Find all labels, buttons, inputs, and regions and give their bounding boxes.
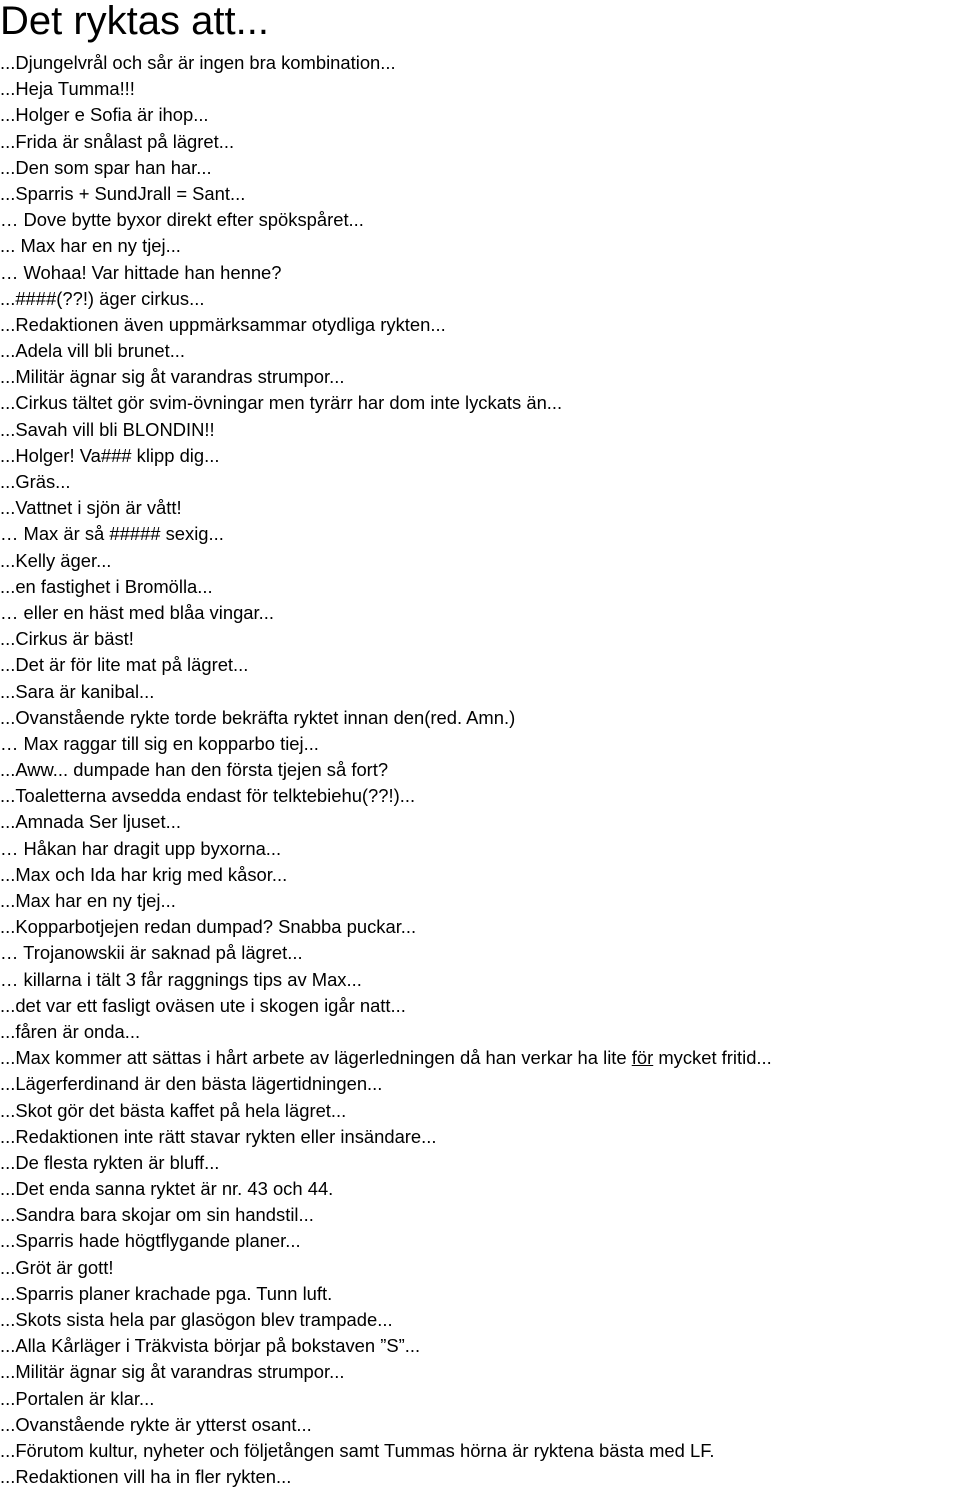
rumor-line: ...Det enda sanna ryktet är nr. 43 och 44. bbox=[0, 1178, 334, 1200]
rumor-line: ...Militär ägnar sig åt varandras strumpor... bbox=[0, 1361, 345, 1383]
rumor-line: ...Portalen är klar... bbox=[0, 1387, 155, 1409]
rumor-line: ...Gräs... bbox=[0, 471, 71, 492]
rumor-line: … Max raggar till sig en kopparbo tiej... bbox=[0, 732, 319, 754]
rumor-line: ...Cirkus är bäst! bbox=[0, 628, 134, 650]
rumor-line: ...Ovanstående rykte är ytterst osant... bbox=[0, 1413, 312, 1435]
rumor-line: ...en fastighet i Bromölla... bbox=[0, 575, 213, 597]
rumor-line: ...Sandra bara skojar om sin handstil... bbox=[0, 1204, 314, 1226]
rumor-line: ...Djungelvrål och sår är ingen bra kombination... bbox=[0, 52, 396, 73]
rumor-line: ...Sparris hade högtflygande planer... bbox=[0, 1230, 301, 1252]
rumor-line: ...Den som spar han har... bbox=[0, 156, 212, 178]
rumor-line: ...Sparris + SundJrall = Sant... bbox=[0, 182, 246, 204]
rumor-line: ...Redaktionen även uppmärksammar otydliga rykten... bbox=[0, 313, 446, 335]
rumor-line: ...Cirkus tältet gör svim-övningar men tyrärr har dom inte lyckats än... bbox=[0, 392, 563, 414]
rumor-line: ...Kelly äger... bbox=[0, 549, 112, 571]
rumor-line: … Trojanowskii är saknad på lägret... bbox=[0, 942, 303, 964]
rumor-line: ...De flesta rykten är bluff... bbox=[0, 1151, 220, 1173]
rumor-line: ...Lägerferdinand är den bästa lägertidningen... bbox=[0, 1073, 383, 1095]
rumor-line: ...Toaletterna avsedda endast för telktebiehu(??!)... bbox=[0, 785, 416, 807]
page-title: Det ryktas att... bbox=[0, 0, 269, 43]
rumor-line: ...Max har en ny tjej... bbox=[0, 890, 176, 911]
rumor-line: ...Gröt är gott! bbox=[0, 1256, 114, 1278]
rumor-line: ...Aww... dumpade han den första tjejen så fort? bbox=[0, 759, 389, 781]
rumor-line: ...Kopparbotjejen redan dumpad? Snabba puckar... bbox=[0, 916, 417, 938]
rumor-line: ...fåren är onda... bbox=[0, 1020, 141, 1042]
rumor-line: ...Adela vill bli brunet... bbox=[0, 340, 186, 362]
rumor-line: ...Ovanstående rykte torde bekräfta ryktet innan den(red. Amn.) bbox=[0, 706, 516, 728]
rumor-line bbox=[0, 1045, 960, 1071]
rumor-line: ...Det är för lite mat på lägret... bbox=[0, 654, 249, 676]
rumor-line: … eller en häst med blåa vingar... bbox=[0, 601, 274, 623]
rumor-line: ...Frida är snålast på lägret... bbox=[0, 130, 235, 152]
rumor-list bbox=[0, 50, 960, 1490]
rumor-line: ... Max har en ny tjej... bbox=[0, 235, 181, 257]
rumor-line: ...Sparris planer krachade pga. Tunn luft. bbox=[0, 1282, 333, 1304]
rumor-line: ...Holger! Va### klipp dig... bbox=[0, 444, 220, 466]
rumor-line: ...Holger e Sofia är ihop... bbox=[0, 104, 209, 126]
rumor-line: ...Skots sista hela par glasögon blev trampade... bbox=[0, 1309, 393, 1330]
rumor-line: ...Amnada Ser ljuset... bbox=[0, 811, 181, 833]
rumor-line: … Wohaa! Var hittade han henne? bbox=[0, 261, 282, 283]
rumor-line: ...Redaktionen inte rätt stavar rykten eller insändare... bbox=[0, 1125, 437, 1147]
rumor-line: ...det var ett fasligt oväsen ute i skogen igår natt... bbox=[0, 994, 406, 1016]
rumor-line: ...####(??!) äger cirkus... bbox=[0, 287, 205, 309]
rumor-text: mycket fritid... bbox=[653, 1047, 772, 1069]
rumor-line: … Håkan har dragit upp byxorna... bbox=[0, 837, 282, 859]
rumor-line: ...Skot gör det bästa kaffet på hela lägret... bbox=[0, 1099, 347, 1121]
rumor-line: … killarna i tält 3 får raggnings tips av Max... bbox=[0, 968, 362, 990]
rumor-line: ...Redaktionen vill ha in fler rykten... bbox=[0, 1466, 292, 1488]
rumor-line: ...Max och Ida har krig med kåsor... bbox=[0, 863, 288, 885]
rumor-line: … Dove bytte byxor direkt efter spökspåret... bbox=[0, 209, 364, 231]
rumor-line: ...Förutom kultur, nyheter och följetången samt Tummas hörna är ryktena bästa med LF. bbox=[0, 1439, 715, 1461]
rumor-line: … Max är så ##### sexig... bbox=[0, 523, 224, 545]
rumor-line: ...Vattnet i sjön är vått! bbox=[0, 497, 182, 519]
rumor-line: ...Savah vill bli BLONDIN!! bbox=[0, 418, 215, 440]
rumor-line: ...Heja Tumma!!! bbox=[0, 78, 135, 100]
rumor-line: ...Sara är kanibal... bbox=[0, 680, 155, 702]
underlined-word: för bbox=[631, 1047, 654, 1069]
rumor-line: ...Militär ägnar sig åt varandras strumpor... bbox=[0, 366, 345, 388]
rumor-line: ...Alla Kårläger i Träkvista börjar på bokstaven ”S”... bbox=[0, 1335, 421, 1357]
rumor-text: ...Max kommer att sättas i hårt arbete av lägerledningen då han verkar ha lite bbox=[0, 1047, 632, 1069]
